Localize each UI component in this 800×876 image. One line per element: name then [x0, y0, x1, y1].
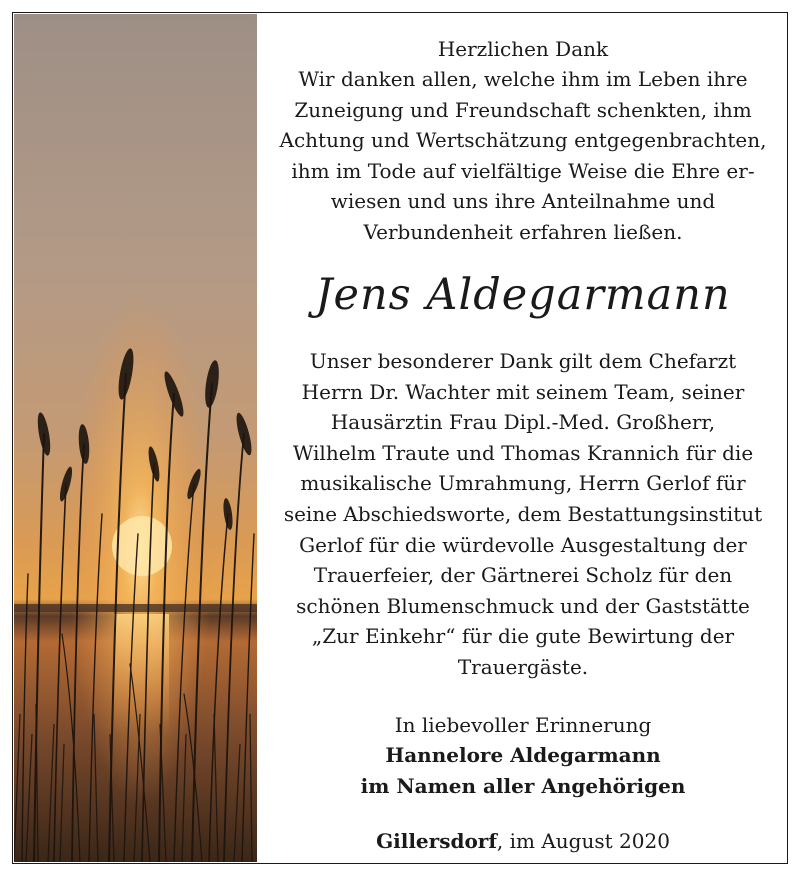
thanks-paragraph — [262, 346, 784, 683]
notice-text-column — [262, 14, 784, 862]
body-line: musikalische Umrahmung, Herrn Gerlof für — [300, 471, 746, 496]
heading: Herzlichen Dank — [437, 37, 609, 61]
intro-line: Achtung und Wertschätzung entgegenbrachten, — [279, 128, 767, 152]
place-date — [262, 826, 784, 856]
intro-line: wiesen und uns ihre Anteilnahme und — [330, 189, 716, 213]
intro-line: Verbundenheit erfahren ließen. — [363, 219, 683, 244]
body-line: Hausärztin Frau Dipl.-Med. Großherr, — [330, 410, 716, 435]
intro-line: Wir danken allen, welche ihm im Leben ihre — [298, 67, 748, 91]
body-line: Gerlof für die würdevolle Ausgestaltung der — [299, 532, 747, 557]
signer-name: Hannelore Aldegarmann — [385, 743, 661, 767]
signer-note: im Namen aller Angehörigen — [360, 774, 686, 798]
intro-line: ihm im Tode auf vielfältige Weise die Ehre er- — [291, 158, 755, 183]
body-line: „Zur Einkehr“ für die gute Bewirtung der — [311, 624, 735, 649]
body-line: seine Abschiedsworte, dem Bestattungsinstitut — [283, 501, 763, 526]
closing-line: In liebevoller Erinnerung — [394, 713, 652, 737]
place: Gillersdorf — [376, 829, 497, 853]
sunset-reed-photo — [14, 14, 257, 862]
body-line: Wilhelm Traute und Thomas Krannich für die — [292, 440, 754, 465]
body-line: Herrn Dr. Wachter mit seinem Team, seiner — [301, 379, 745, 404]
body-line: Trauerfeier, der Gärtnerei Scholz für den — [313, 563, 733, 588]
intro-line: Zuneigung und Freundschaft schenkten, ihm — [294, 97, 752, 122]
deceased-name: Jens Aldegarmann — [315, 270, 731, 320]
date-text: , im August 2020 — [496, 829, 670, 853]
body-line: Unser besonderer Dank gilt dem Chefarzt — [309, 349, 737, 373]
body-line: schönen Blumenschmuck und der Gaststätte — [296, 593, 750, 618]
body-line: Trauergäste. — [457, 654, 589, 679]
intro-paragraph — [262, 64, 784, 247]
